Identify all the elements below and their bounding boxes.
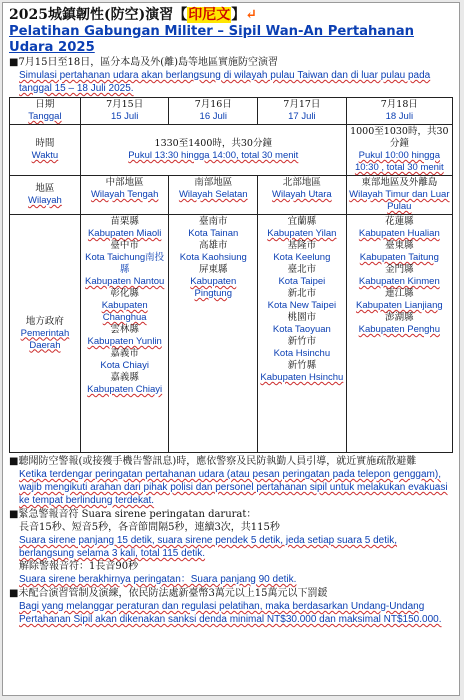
city-id: Kabupaten Chiayi bbox=[87, 384, 163, 395]
date-label-id: Tanggal bbox=[28, 111, 62, 122]
date-id: 15 Juli bbox=[110, 111, 139, 122]
city-id: Kabupaten Kinmen bbox=[358, 276, 440, 287]
intro-chinese: ■7月15日至18日，區分本島及外(離)島等地區實施防空演習 bbox=[9, 57, 279, 68]
date-zh: 7月16日 bbox=[194, 99, 232, 110]
time-label-zh: 時間 bbox=[35, 138, 55, 149]
note-penalty-zh: ■未配合演習管制及演練，依民防法處新臺幣3萬元以上15萬元以下罰鍰 bbox=[9, 588, 328, 599]
intro-indonesian: Simulasi pertahanan udara akan berlangsung di wilayah pulau Taiwan dan di luar pulau pada tanggal 15 – 18 Juli 2025. bbox=[19, 70, 431, 94]
time-label-cell bbox=[10, 125, 81, 176]
gov-label-id: Pemerintah Daerah bbox=[20, 327, 70, 351]
city-id: Kabupaten Yunlin bbox=[87, 336, 162, 347]
city-zh: 屏東縣 bbox=[199, 264, 228, 275]
north-list bbox=[258, 215, 347, 453]
time-last-id: Pukul 10:00 hingga 10:30 , total 30 menit bbox=[354, 150, 444, 173]
date-cell bbox=[346, 98, 452, 125]
city-id: Kabupaten Nantou bbox=[85, 276, 165, 287]
time-main-id: Pukul 13:30 hingga 14:00, total 30 menit bbox=[128, 150, 299, 161]
city-zh: 臺北市 bbox=[287, 264, 317, 275]
city-zh: 基隆市 bbox=[287, 240, 317, 251]
region-cell bbox=[169, 176, 258, 215]
east-list bbox=[346, 215, 452, 453]
title-chinese-prefix: 2025城鎮韌性(防空)演習【 bbox=[9, 7, 188, 23]
note-alarm-zh: 長音15秒、短音5秒，各音節間隔5秒，連續3次，共115秒 bbox=[19, 522, 280, 533]
region-id: Wilayah Utara bbox=[272, 189, 332, 200]
date-id: 17 Juli bbox=[288, 111, 316, 122]
city-zh: 臺東縣 bbox=[385, 240, 414, 251]
city-id: Kabupaten Miaoli bbox=[87, 228, 162, 239]
region-cell bbox=[258, 176, 347, 215]
city-id: Kabupaten Taitung bbox=[359, 252, 439, 263]
note-allclear-zh: 解除警報音符：1長音90秒 bbox=[19, 561, 139, 572]
city-zh: 宜蘭縣 bbox=[287, 216, 317, 227]
city-zh: 連江縣 bbox=[385, 288, 414, 299]
title-chinese-suffix: 】 bbox=[231, 7, 246, 23]
gov-label-zh: 地方政府 bbox=[25, 315, 64, 327]
south-list bbox=[169, 215, 258, 453]
city-zh: 臺中市 bbox=[110, 240, 139, 251]
city-id: Kota Taipei bbox=[278, 276, 326, 287]
note-penalty-id: Bagi yang melanggar peraturan dan regulasi pelatihan, maka berdasarkan Undang-Undang Pertahanan Sipil akan dikenakan sanksi denda minimal NT$30.000 dan maksimal NT$150.000. bbox=[19, 601, 442, 625]
date-label-zh: 日期 bbox=[35, 99, 55, 110]
date-cell bbox=[169, 98, 258, 125]
date-label-cell bbox=[10, 98, 81, 125]
city-id: Kota Taoyuan bbox=[272, 324, 331, 335]
note-alarm-heading: ■緊急警報音符 Suara sirene peringatan darurat： bbox=[9, 509, 257, 520]
note-alarm-id: Suara sirene panjang 15 detik, suara sirene pendek 5 detik, jeda setiap suara 5 detik, berlangsung selama 3 kali, total 115 detik. bbox=[19, 535, 398, 559]
city-id: Kota Taichung南投縣 bbox=[85, 252, 165, 275]
region-zh: 北部地區 bbox=[282, 177, 321, 188]
date-id: 16 Juli bbox=[199, 111, 227, 122]
city-zh: 彰化縣 bbox=[110, 288, 139, 299]
paragraph-mark: ↵ bbox=[245, 7, 257, 23]
schedule-table bbox=[9, 97, 453, 453]
region-row bbox=[10, 176, 453, 215]
region-id: Wilayah Tengah bbox=[90, 189, 159, 200]
title-language-highlight: 印尼文 bbox=[188, 7, 231, 23]
date-zh: 7月15日 bbox=[106, 99, 144, 110]
region-label-zh: 地區 bbox=[35, 183, 55, 194]
date-zh: 7月18日 bbox=[380, 99, 418, 110]
city-id: Kota Keelung bbox=[273, 252, 331, 263]
region-cell bbox=[80, 176, 169, 215]
city-zh: 新北市 bbox=[287, 288, 317, 299]
region-zh: 南部地區 bbox=[194, 177, 233, 188]
city-id: Kabupaten Yilan bbox=[267, 228, 337, 239]
date-cell bbox=[80, 98, 169, 125]
city-zh: 高雄市 bbox=[199, 240, 228, 251]
time-last-cell bbox=[346, 125, 452, 176]
city-id: Kabupaten Pingtung bbox=[190, 276, 237, 299]
date-row bbox=[10, 98, 453, 125]
city-zh: 苗栗縣 bbox=[110, 216, 139, 227]
region-label-cell bbox=[10, 176, 81, 215]
city-id: Kota Kaohsiung bbox=[179, 252, 247, 263]
central-list bbox=[80, 215, 169, 453]
city-id: Kota Tainan bbox=[188, 228, 239, 239]
region-id: Wilayah Selatan bbox=[178, 189, 248, 200]
notes-section bbox=[9, 455, 453, 626]
city-zh: 嘉義縣 bbox=[110, 372, 139, 383]
region-cell bbox=[346, 176, 452, 215]
city-id: Kota Hsinchu bbox=[273, 348, 331, 359]
city-zh: 金門縣 bbox=[385, 264, 414, 275]
city-id: Kota New Taipei bbox=[267, 300, 337, 311]
time-label-id: Waktu bbox=[31, 150, 59, 161]
gov-label-cell bbox=[10, 215, 81, 453]
time-main-zh: 1330至1400時，共30分鐘 bbox=[154, 138, 272, 149]
city-zh: 嘉義市 bbox=[110, 348, 139, 359]
city-zh: 臺南市 bbox=[199, 216, 228, 227]
city-zh: 澎湖縣 bbox=[385, 312, 414, 323]
city-id: Kabupaten Penghu bbox=[358, 324, 440, 335]
city-zh: 新竹縣 bbox=[287, 360, 317, 371]
note-evacuation-id: Ketika terdengar peringatan pertahanan udara (atau pesan peringatan pada telepon genggam), wajib mengikuti arahan dari pihak polisi dan personel pertahanan sipil untuk melakukan evakuasi ke tempat berlindung terdekat. bbox=[19, 469, 448, 506]
date-cell bbox=[258, 98, 347, 125]
city-zh: 花蓮縣 bbox=[385, 216, 414, 227]
city-zh: 新竹市 bbox=[287, 336, 317, 347]
title-indonesian: Pelatihan Gabungan Militer – Sipil Wan-An Pertahanan Udara 2025 bbox=[9, 24, 414, 55]
city-id: Kabupaten Changhua bbox=[101, 300, 148, 323]
city-zh: 雲林縣 bbox=[110, 324, 139, 335]
region-zh: 東部地區及外離島 bbox=[361, 177, 438, 188]
region-id: Wilayah Timur dan Luar Pulau bbox=[349, 189, 450, 212]
document-page bbox=[2, 2, 460, 696]
note-allclear-id: Suara sirene berakhirnya peringatan：Suara panjang 90 detik. bbox=[19, 574, 297, 585]
date-id: 18 Juli bbox=[385, 111, 414, 122]
city-id: Kabupaten Lianjiang bbox=[356, 300, 443, 311]
region-label-id: Wilayah bbox=[28, 195, 62, 206]
time-last-zh: 1000至1030時，共30分鐘 bbox=[350, 126, 449, 149]
city-id: Kabupaten Hsinchu bbox=[260, 372, 344, 383]
note-evacuation-zh: ■聽聞防空警報(或接獲手機告警訊息)時，應依警察及民防執勤人員引導，就近實施疏散避難 bbox=[9, 456, 417, 467]
time-row bbox=[10, 125, 453, 176]
region-zh: 中部地區 bbox=[105, 177, 144, 188]
city-id: Kabupaten Hualian bbox=[358, 228, 440, 239]
title-chinese bbox=[9, 7, 453, 24]
government-row bbox=[10, 215, 453, 453]
city-zh: 桃園市 bbox=[287, 312, 317, 323]
date-zh: 7月17日 bbox=[283, 99, 321, 110]
time-main-cell bbox=[80, 125, 346, 176]
city-id: Kota Chiayi bbox=[100, 360, 149, 371]
